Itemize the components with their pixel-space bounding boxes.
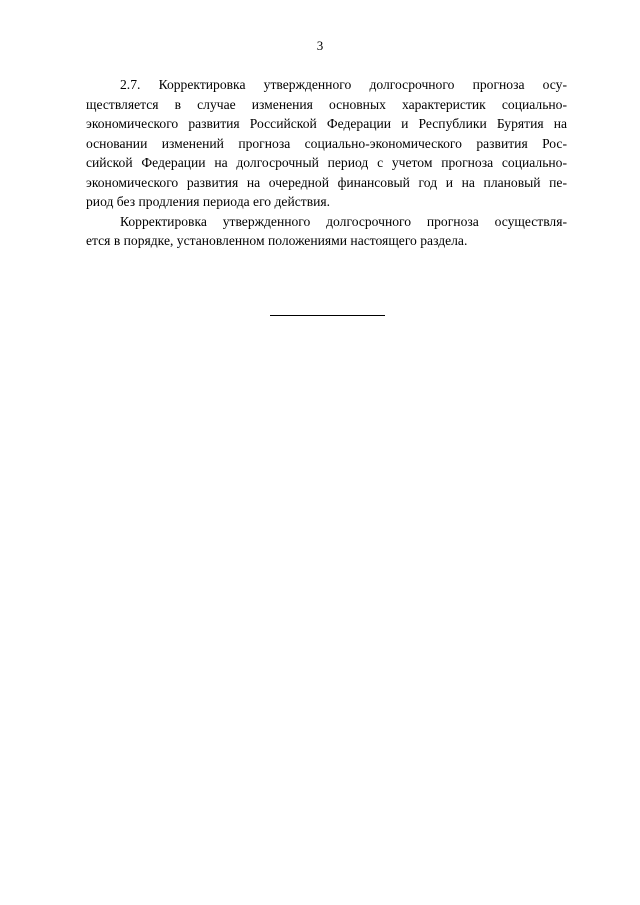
paragraph-correction-order (86, 212, 567, 251)
text-line: ществляется в случае изменения основных характеристик социально- (86, 96, 567, 112)
text-line: основании изменений прогноза социально-экономического развития Рос- (86, 135, 567, 151)
text-line: сийской Федерации на долгосрочный период с учетом прогноза социально- (86, 155, 567, 170)
closing-divider-line (270, 315, 385, 316)
text-line: риод без продления периода его действия. (86, 194, 331, 209)
text-line: Корректировка утвержденного долгосрочного прогноза осуществля- (120, 213, 567, 229)
document-body (86, 75, 567, 251)
text-line: экономического развития Российской Федерации и Республики Бурятия на (86, 116, 567, 131)
paragraph-2-7 (86, 75, 567, 212)
text-line: 2.7. Корректировка утвержденного долгосрочного прогноза осу- (120, 77, 567, 92)
text-line: экономического развития на очередной финансовый год и на плановый пе- (86, 174, 567, 190)
text-line: ется в порядке, установленном положениями настоящего раздела. (86, 233, 468, 248)
page-number: 3 (316, 38, 324, 53)
